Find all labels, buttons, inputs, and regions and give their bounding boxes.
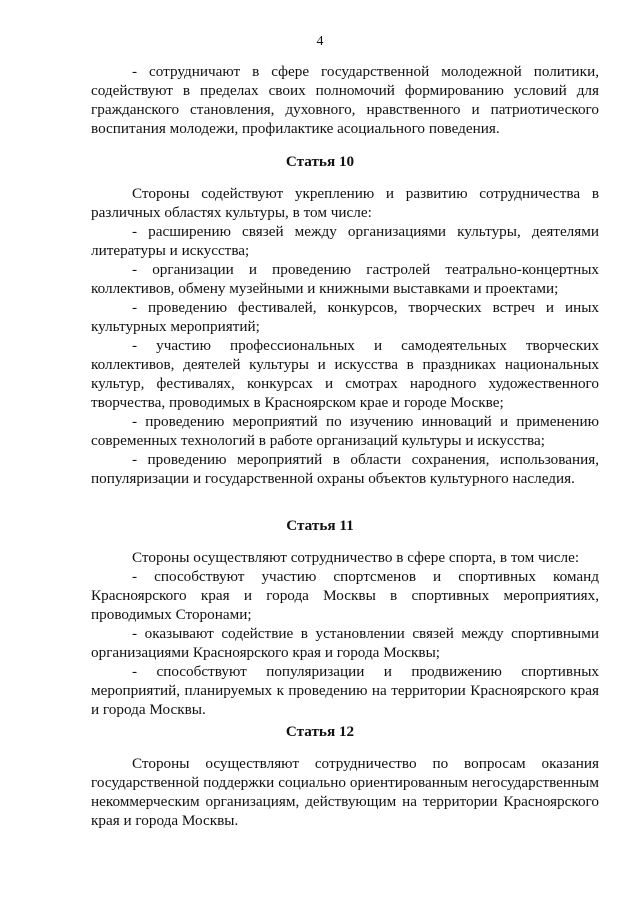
article-10-item: - проведению мероприятий по изучению инноваций и применению современных технологий в работе организаций культуры и искусства; [91,413,599,449]
article-11-item: - способствуют популяризации и продвижению спортивных мероприятий, планируемых к проведению на территории Красноярского края и города Москвы. [91,663,599,718]
intro-paragraph: - сотрудничают в сфере государственной молодежной политики, содействуют в пределах своих полномочий формированию условий для гражданского становления, духовного, нравственного и патриотического воспитания молодежи, профилактике асоциального поведения. [91,63,599,137]
article-11-item: - оказывают содействие в установлении связей между спортивными организациями Красноярского края и города Москвы; [91,625,599,661]
article-10-item: - участию профессиональных и самодеятельных творческих коллективов, деятелей культуры и искусства в праздниках национальных культур, фестивалях, конкурсах и смотрах народного художественного творчества, проводимых в Красноярском крае и городе Москве; [91,337,599,411]
page-number: 4 [316,34,324,49]
article-11-title: Статья 11 [286,517,354,534]
article-10-item: - проведению фестивалей, конкурсов, творческих встреч и иных культурных мероприятий; [91,299,599,335]
article-12-lead: Стороны осуществляют сотрудничество по вопросам оказания государственной поддержки социально ориентированным негосударственным некоммерческим организациям, действующим на территории Красноярского края и города Москвы. [91,755,599,829]
article-12-title: Статья 12 [285,723,355,740]
intro-section [91,62,599,138]
article-11-body [91,548,599,719]
article-10-item: - организации и проведению гастролей театрально-концертных коллективов, обмену музейными и книжными выставками и проектами; [91,261,599,297]
article-10-lead: Стороны содействуют укреплению и развитию сотрудничества в различных областях культуры, в том числе: [91,185,599,221]
article-10-item: - проведению мероприятий в области сохранения, использования, популяризации и государственной охраны объектов культурного наследия. [91,451,599,487]
article-12-body [91,754,599,830]
article-10-title: Статья 10 [285,153,355,170]
article-10-body [91,184,599,488]
article-11-lead: Стороны осуществляют сотрудничество в сфере спорта, в том числе: [132,549,580,566]
article-11-item: - способствуют участию спортсменов и спортивных команд Красноярского края и города Москвы в спортивных мероприятиях, проводимых Сторонами; [91,568,599,623]
article-10-item: - расширению связей между организациями культуры, деятелями литературы и искусства; [91,223,599,259]
